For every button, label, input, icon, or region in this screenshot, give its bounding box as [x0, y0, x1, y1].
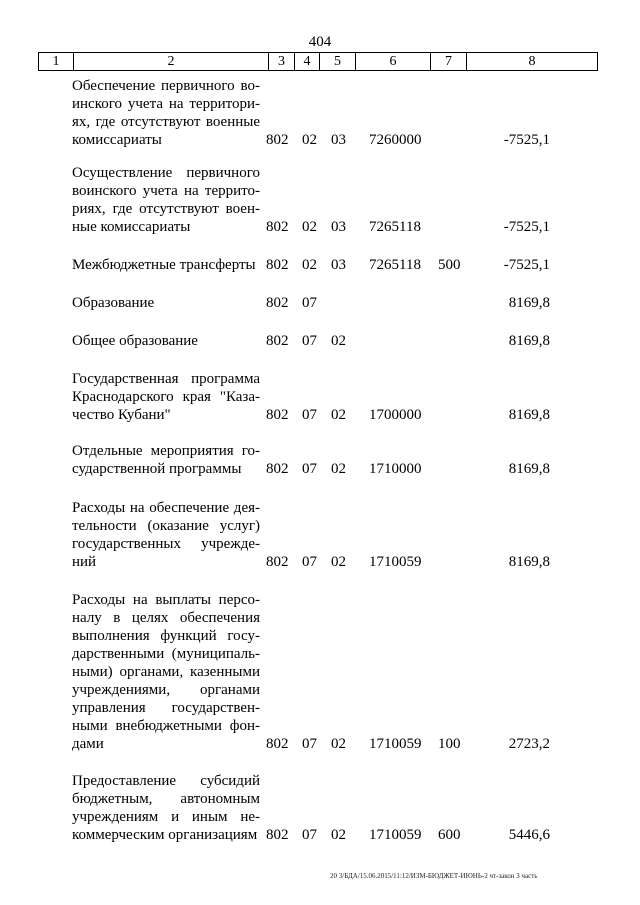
cell-col-5: 02 — [331, 554, 346, 570]
header-col-7: 7 — [431, 53, 467, 71]
description-line: Предоставление субсидий — [72, 773, 260, 789]
cell-col-8: 5446,6 — [508, 827, 550, 843]
description-line: государственных учрежде- — [72, 536, 260, 552]
cell-col-5: 02 — [331, 827, 346, 843]
description-line: чество Кубани" — [72, 407, 171, 423]
cell-col-8: 8169,8 — [508, 461, 550, 477]
description-line: дами — [72, 736, 104, 752]
header-col-5: 5 — [320, 53, 356, 71]
cell-col-6: 1710059 — [369, 554, 422, 570]
description-line: налу в целях обеспечения — [72, 610, 260, 626]
description-line: Общее образование — [72, 333, 198, 349]
cell-col-5: 02 — [331, 407, 346, 423]
cell-col-6: 1710059 — [369, 736, 422, 752]
cell-col-7: 500 — [438, 257, 461, 273]
cell-col-8: 8169,8 — [508, 407, 550, 423]
description-line: ные комиссариаты — [72, 219, 191, 235]
description-line: ными внебюджетными фон- — [72, 718, 260, 734]
cell-col-4: 07 — [302, 295, 317, 311]
cell-col-5: 02 — [331, 333, 346, 349]
page-number: 404 — [308, 34, 332, 50]
header-col-3: 3 — [269, 53, 295, 71]
cell-col-4: 02 — [302, 219, 317, 235]
description-line: Краснодарского края "Каза- — [72, 389, 260, 405]
description-line: дарственными (муниципаль- — [72, 646, 260, 662]
cell-col-3: 802 — [266, 132, 289, 148]
document-footer: 20 3/БДА/15.06.2015/11:12/ИЗМ-БЮДЖЕТ-ИЮНЬ-2 чт-закон 3 часть — [330, 872, 538, 880]
cell-col-3: 802 — [266, 257, 289, 273]
column-header-row — [39, 53, 598, 71]
cell-col-8: -7525,1 — [503, 257, 550, 273]
description-line: воинского учета на террито- — [72, 183, 260, 199]
cell-col-3: 802 — [266, 827, 289, 843]
description-line: учреждениями, органами — [72, 682, 260, 698]
cell-col-6: 7265118 — [369, 219, 421, 235]
cell-col-8: 8169,8 — [508, 295, 550, 311]
cell-col-3: 802 — [266, 333, 289, 349]
cell-col-5: 03 — [331, 219, 346, 235]
description-line: комиссариаты — [72, 132, 162, 148]
description-line: выполнения функций госу- — [72, 628, 260, 644]
cell-col-8: 8169,8 — [508, 333, 550, 349]
description-line: управления государствен- — [72, 700, 260, 716]
cell-col-8: -7525,1 — [503, 132, 550, 148]
column-header-table — [38, 52, 598, 71]
header-col-8: 8 — [467, 53, 598, 71]
cell-col-6: 7260000 — [369, 132, 422, 148]
cell-col-3: 802 — [266, 736, 289, 752]
row-description — [72, 164, 260, 236]
cell-col-4: 07 — [302, 554, 317, 570]
row-description — [72, 442, 260, 478]
row-description — [72, 499, 260, 571]
cell-col-8: -7525,1 — [503, 219, 550, 235]
cell-col-3: 802 — [266, 461, 289, 477]
cell-col-4: 07 — [302, 736, 317, 752]
cell-col-4: 07 — [302, 461, 317, 477]
row-description — [72, 591, 260, 753]
description-line: ний — [72, 554, 97, 570]
cell-col-3: 802 — [266, 407, 289, 423]
cell-col-4: 07 — [302, 827, 317, 843]
cell-col-3: 802 — [266, 219, 289, 235]
cell-col-7: 600 — [438, 827, 461, 843]
header-col-1: 1 — [39, 53, 74, 71]
description-line: коммерческим организациям — [72, 827, 258, 843]
description-line: риях, где отсутствуют воен- — [72, 201, 260, 217]
description-line: ными) органами, казенными — [72, 664, 260, 680]
cell-col-5: 03 — [331, 132, 346, 148]
cell-col-5: 02 — [331, 461, 346, 477]
description-line: бюджетным, автономным — [72, 791, 260, 807]
cell-col-4: 07 — [302, 407, 317, 423]
cell-col-6: 1700000 — [369, 407, 422, 423]
description-line: учреждениям и иным не- — [72, 809, 260, 825]
description-line: Расходы на обеспечение дея- — [72, 500, 260, 516]
row-description — [72, 370, 260, 424]
cell-col-4: 07 — [302, 333, 317, 349]
row-description — [72, 256, 260, 274]
description-line: сударственной программы — [72, 461, 242, 477]
cell-col-8: 2723,2 — [508, 736, 550, 752]
cell-col-6: 7265118 — [369, 257, 421, 273]
description-line: ях, где отсутствуют военные — [72, 114, 260, 130]
cell-col-6: 1710000 — [369, 461, 422, 477]
description-line: инского учета на территори- — [72, 96, 260, 112]
description-line: тельности (оказание услуг) — [72, 518, 260, 534]
header-col-6: 6 — [356, 53, 431, 71]
cell-col-3: 802 — [266, 554, 289, 570]
cell-col-4: 02 — [302, 257, 317, 273]
description-line: Государственная программа — [72, 371, 260, 387]
description-line: Образование — [72, 295, 155, 311]
cell-col-7: 100 — [438, 736, 461, 752]
header-col-2: 2 — [74, 53, 269, 71]
description-line: Расходы на выплаты персо- — [72, 592, 260, 608]
description-line: Осуществление первичного — [72, 165, 260, 181]
cell-col-5: 02 — [331, 736, 346, 752]
row-description — [72, 772, 260, 844]
description-line: Отдельные мероприятия го- — [72, 443, 260, 459]
cell-col-3: 802 — [266, 295, 289, 311]
cell-col-8: 8169,8 — [508, 554, 550, 570]
row-description — [72, 294, 260, 312]
row-description — [72, 77, 260, 149]
cell-col-4: 02 — [302, 132, 317, 148]
row-description — [72, 332, 260, 350]
header-col-4: 4 — [295, 53, 320, 71]
description-line: Обеспечение первичного во- — [72, 78, 260, 94]
cell-col-6: 1710059 — [369, 827, 422, 843]
description-line: Межбюджетные трансферты — [72, 257, 256, 273]
cell-col-5: 03 — [331, 257, 346, 273]
